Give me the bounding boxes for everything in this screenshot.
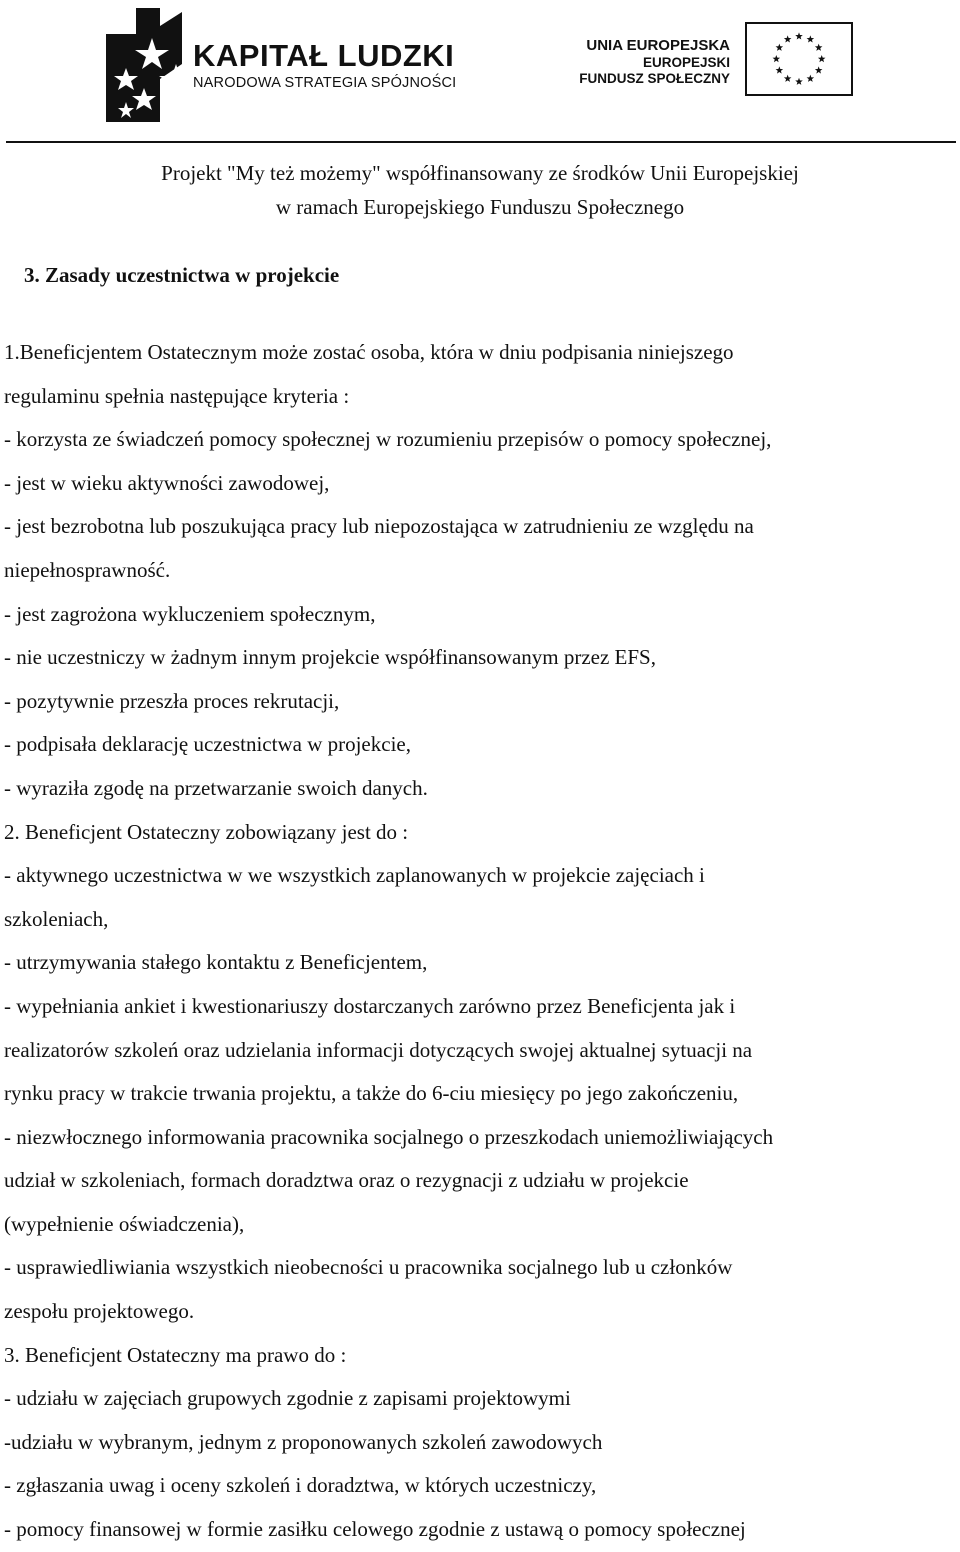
eu-star-icon: [773, 55, 781, 62]
body-line: - jest w wieku aktywności zawodowej,: [4, 470, 330, 495]
eu-star-icon: [795, 78, 803, 85]
body-line: - zgłaszania uwag i oceny szkoleń i doradztwa, w których uczestniczy,: [4, 1473, 597, 1498]
body-line: -udziału w wybranym, jednym z proponowanych szkoleń zawodowych: [4, 1429, 603, 1454]
body-line: - aktywnego uczestnictwa w we wszystkich zaplanowanych w projekcie zajęciach i: [4, 863, 705, 888]
body-line: - usprawiedliwiania wszystkich nieobecności u pracownika socjalnego lub u członków: [4, 1255, 733, 1280]
eu-star-icon: [776, 44, 784, 51]
kapital-ludzki-wordmark: [193, 40, 456, 92]
body-line: 2. Beneficjent Ostateczny zobowiązany jest do :: [4, 819, 409, 844]
body-line: zespołu projektowego.: [4, 1299, 195, 1324]
body-line: - utrzymywania stałego kontaktu z Beneficjentem,: [4, 950, 428, 975]
project-header-line-2: w ramach Europejskiego Funduszu Społecznego: [275, 195, 685, 219]
eu-line-1: UNIA EUROPEJSKA: [586, 37, 730, 54]
section-title: 3. Zasady uczestnictwa w projekcie: [24, 263, 340, 287]
body-line: 1.Beneficjentem Ostatecznym może zostać osoba, która w dniu podpisania niniejszego: [4, 340, 734, 364]
body-line: - pomocy finansowej w formie zasiłku celowego zgodnie z ustawą o pomocy społecznej: [4, 1517, 746, 1542]
eu-line-2: EUROPEJSKI: [642, 55, 730, 70]
body-line: szkoleniach,: [4, 906, 109, 931]
logo-bar: [0, 0, 960, 142]
body-line: 3. Beneficjent Ostateczny ma prawo do :: [4, 1342, 347, 1367]
header-divider: [6, 141, 956, 143]
eu-wordmark: [579, 36, 730, 87]
body-text: [4, 331, 954, 1552]
body-line: niepełnosprawność.: [4, 557, 171, 582]
eu-star-icon: [807, 35, 815, 42]
kapital-ludzki-title: KAPITAŁ LUDZKI: [193, 38, 455, 73]
eu-star-icon: [818, 55, 826, 62]
body-line: - jest zagrożona wykluczeniem społecznym,: [4, 601, 376, 626]
body-line: - korzysta ze świadczeń pomocy społecznej w rozumieniu przepisów o pomocy społecznej,: [4, 427, 772, 452]
body-line: udział w szkoleniach, formach doradztwa oraz o rezygnacji z udziału w projekcie: [4, 1168, 689, 1193]
eu-star-icon: [815, 66, 823, 73]
body-line: - wyraziła zgodę na przetwarzanie swoich danych.: [4, 775, 428, 800]
eu-star-icon: [807, 75, 815, 82]
eu-star-icon: [815, 44, 823, 51]
project-header: [0, 156, 960, 224]
body-line: - nie uczestniczy w żadnym innym projekcie współfinansowanym przez EFS,: [4, 645, 656, 670]
body-line: (wypełnienie oświadczenia),: [4, 1211, 245, 1236]
body-line: - pozytywnie przeszła proces rekrutacji,: [4, 688, 340, 713]
eu-line-3: FUNDUSZ SPOŁECZNY: [579, 71, 730, 86]
body-line: regulaminu spełnia następujące kryteria :: [4, 383, 350, 408]
body-line: rynku pracy w trakcie trwania projektu, a także do 6-ciu miesięcy po jego zakończeniu,: [4, 1081, 739, 1106]
body-line: - podpisała deklarację uczestnictwa w projekcie,: [4, 732, 411, 757]
body-line: - jest bezrobotna lub poszukująca pracy lub niepozostająca w zatrudnieniu ze względu na: [4, 514, 754, 539]
body-line: - wypełniania ankiet i kwestionariuszy dostarczanych zarówno przez Beneficjenta jak i: [4, 993, 736, 1018]
body-line: realizatorów szkoleń oraz udzielania informacji dotyczących swojej aktualnej sytuacji na: [4, 1037, 753, 1062]
body-line: - udziału w zajęciach grupowych zgodnie z zapisami projektowymi: [4, 1386, 571, 1411]
body-line: - niezwłocznego informowania pracownika socjalnego o przeszkodach uniemożliwiających: [4, 1124, 774, 1149]
eu-star-icon: [776, 66, 784, 73]
eu-star-icon: [795, 32, 803, 39]
kapital-ludzki-subtitle: NARODOWA STRATEGIA SPÓJNOŚCI: [193, 75, 457, 91]
eu-flag-icon: [745, 22, 853, 96]
eu-star-icon: [784, 35, 792, 42]
eu-star-icon: [784, 75, 792, 82]
project-header-line-1: Projekt "My też możemy" współfinansowany ze środków Unii Europejskiej: [161, 161, 799, 185]
